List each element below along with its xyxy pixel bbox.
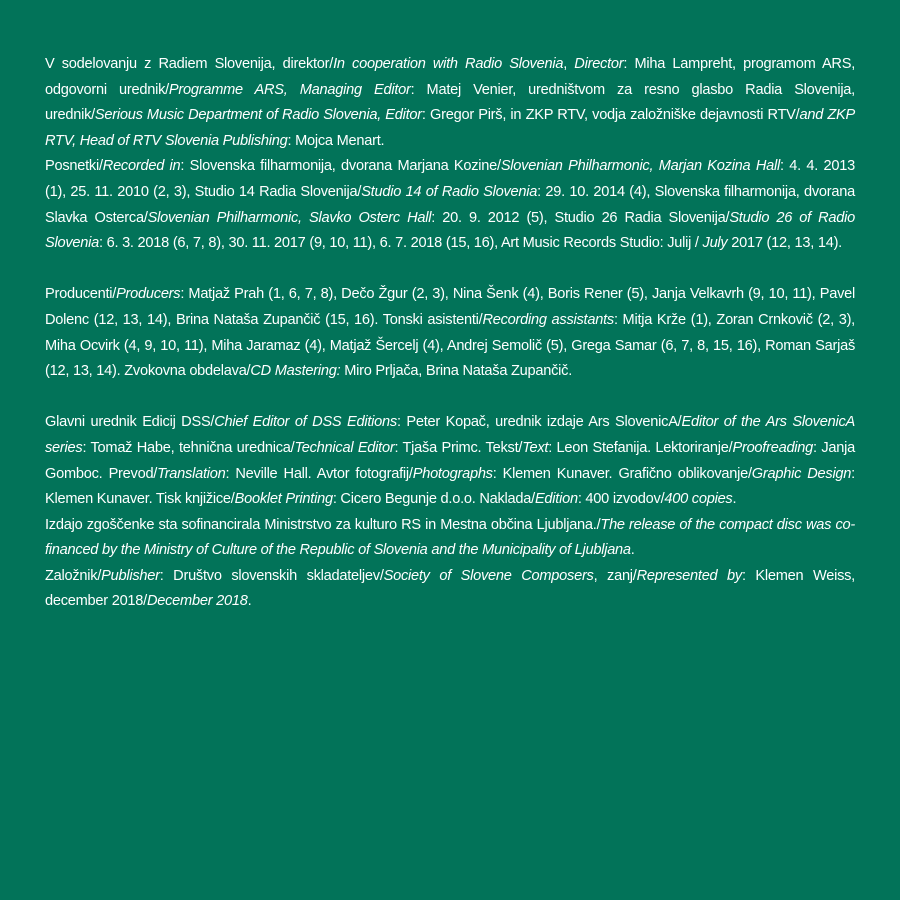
english-translation-text: Proofreading — [732, 439, 814, 456]
english-translation-text: CD Mastering: — [250, 363, 341, 380]
slovene-text: Miro Prljača, Brina Nataša Zupančič. — [340, 363, 573, 380]
slovene-text: Založnik/ — [45, 567, 102, 584]
slovene-text: : Klemen Weiss, december 2018/ — [45, 567, 855, 610]
english-translation-text: Studio 14 of Radio Slovenia — [361, 183, 538, 200]
english-translation-text: Represented by — [636, 567, 742, 584]
slovene-text: : 29. 10. 2014 (4), Slovenska filharmonija, dvorana Slavka Osterca/ — [45, 183, 855, 226]
slovene-text: : Peter Kopač, urednik izdaje Ars SlovenicA/ — [396, 414, 682, 431]
slovene-text: : 4. 4. 2013 (1), 25. 11. 2010 (2, 3), Studio 14 Radia Slovenija/ — [45, 158, 855, 200]
english-translation-text: In cooperation with Radio Slovenia — [333, 56, 564, 72]
credits-text-block — [45, 52, 855, 615]
english-translation-text: Booklet Printing — [234, 491, 333, 508]
editors-paragraph — [45, 410, 855, 512]
slovene-text: Posnetki/ — [45, 158, 103, 175]
english-translation-text: Edition — [534, 491, 578, 508]
funding-paragraph — [45, 513, 855, 564]
slovene-text: : 6. 3. 2018 (6, 7, 8), 30. 11. 2017 (9, 10, 11), 6. 7. 2018 (15, 16), Art Music Records Studio: Julij / — [98, 235, 703, 252]
english-translation-text: Technical Editor — [294, 439, 395, 456]
slovene-text: V sodelovanju z Radiem Slovenija, direktor/ — [45, 56, 334, 72]
english-translation-text: 400 copies — [664, 491, 733, 508]
slovene-text: . — [630, 542, 635, 559]
slovene-text: : Gregor Pirš, in ZKP RTV, vodja založniške dejavnosti RTV/ — [421, 107, 800, 124]
slovene-text: Glavni urednik Edicij DSS/ — [45, 414, 215, 431]
slovene-text: Producenti/ — [45, 286, 117, 303]
slovene-text: : Matej Venier, uredništvom za resno glasbo Radia Slovenija, urednik/ — [45, 81, 855, 124]
english-translation-text: Chief Editor of DSS Editions — [214, 414, 397, 431]
slovene-text: : Mitja Krže (1), Zoran Crnkovič (2, 3), Miha Ocvirk (4, 9, 10, 11), Miha Jaramaz (4), Matjaž Šercelj (4), Andrej Semolič (5), Grega Samar (6, 7, 8, 15, 16), Roman Sarjaš (12, 13, 14). Zvokovna obdelava/ — [45, 311, 855, 380]
slovene-text: : Miha Lampreht, programom ARS, odgovorni urednik/ — [45, 56, 856, 98]
english-translation-text: Director — [574, 56, 624, 72]
slovene-text: : Tjaša Primc. Tekst/ — [394, 439, 523, 456]
english-translation-text: Editor of the Ars SlovenicA series — [45, 414, 855, 456]
english-translation-text: Producers — [116, 286, 181, 303]
publisher-paragraph — [45, 564, 855, 615]
english-translation-text: December 2018 — [146, 593, 248, 610]
english-translation-text: Publisher — [101, 567, 160, 584]
paragraph-spacer — [45, 385, 855, 411]
slovene-text: : Klemen Kunaver. Grafično oblikovanje/ — [492, 465, 752, 482]
slovene-text: : 20. 9. 2012 (5), Studio 26 Radia Slovenija/ — [431, 209, 730, 226]
paragraph-spacer — [45, 257, 855, 283]
producers-paragraph — [45, 282, 855, 384]
slovene-text: . — [247, 593, 252, 610]
english-translation-text: Slovenian Philharmonic, Slavko Osterc Hall — [147, 209, 432, 226]
slovene-text: . — [732, 491, 737, 508]
slovene-text: , zanj/ — [593, 567, 637, 584]
slovene-text: : Slovenska filharmonija, dvorana Marjana Kozine/ — [180, 158, 501, 175]
english-translation-text: Photographs — [412, 465, 493, 482]
slovene-text: : Društvo slovenskih skladateljev/ — [159, 567, 384, 584]
slovene-text: : Cicero Begunje d.o.o. Naklada/ — [332, 491, 535, 508]
english-translation-text: Studio 26 of Radio Slovenia — [45, 209, 856, 252]
slovene-text: : Leon Stefanija. Lektoriranje/ — [548, 439, 733, 456]
slovene-text: : Janja Gomboc. Prevod/ — [45, 439, 856, 482]
slovene-text: Izdajo zgoščenke sta sofinancirala Ministrstvo za kulturo RS in Mestna občina Ljubljana./ — [45, 516, 601, 533]
english-translation-text: Programme ARS, Managing Editor — [168, 81, 411, 98]
english-translation-text: The release of the compact disc was co-financed by the Ministry of Culture of the Republic of Slovenia and the Municipality of Ljubljana — [45, 516, 855, 559]
slovene-text: : Klemen Kunaver. Tisk knjižice/ — [45, 465, 855, 508]
english-translation-text: Serious Music Department of Radio Slovenia, Editor — [94, 107, 422, 124]
recordings-paragraph — [45, 154, 855, 256]
english-translation-text: July — [702, 235, 728, 252]
english-translation-text: Society of Slovene Composers — [383, 567, 594, 584]
cooperation-paragraph — [45, 52, 855, 154]
english-translation-text: Recorded in — [102, 158, 181, 175]
english-translation-text: Recording assistants — [482, 311, 614, 328]
english-translation-text: Translation — [157, 465, 226, 482]
slovene-text: : Tomaž Habe, tehnična urednica/ — [82, 439, 295, 456]
english-translation-text: and ZKP RTV, Head of RTV Slovenia Publishing — [45, 107, 855, 149]
slovene-text: : 400 izvodov/ — [577, 491, 665, 508]
slovene-text: 2017 (12, 13, 14). — [727, 235, 842, 252]
english-translation-text: Graphic Design — [751, 465, 852, 482]
slovene-text: : Matjaž Prah (1, 6, 7, 8), Dečo Žgur (2, 3), Nina Šenk (4), Boris Rener (5), Janja Velkavrh (9, 10, 11), Pavel Dolenc (12, 13, 14), Brina Nataša Zupančič (15, 16). Tonski asistenti/ — [45, 286, 855, 328]
slovene-text: , — [563, 56, 575, 72]
slovene-text: : Neville Hall. Avtor fotografij/ — [225, 465, 413, 482]
slovene-text: : Mojca Menart. — [287, 132, 385, 149]
english-translation-text: Slovenian Philharmonic, Marjan Kozina Hall — [500, 158, 781, 175]
english-translation-text: Text — [522, 439, 549, 456]
